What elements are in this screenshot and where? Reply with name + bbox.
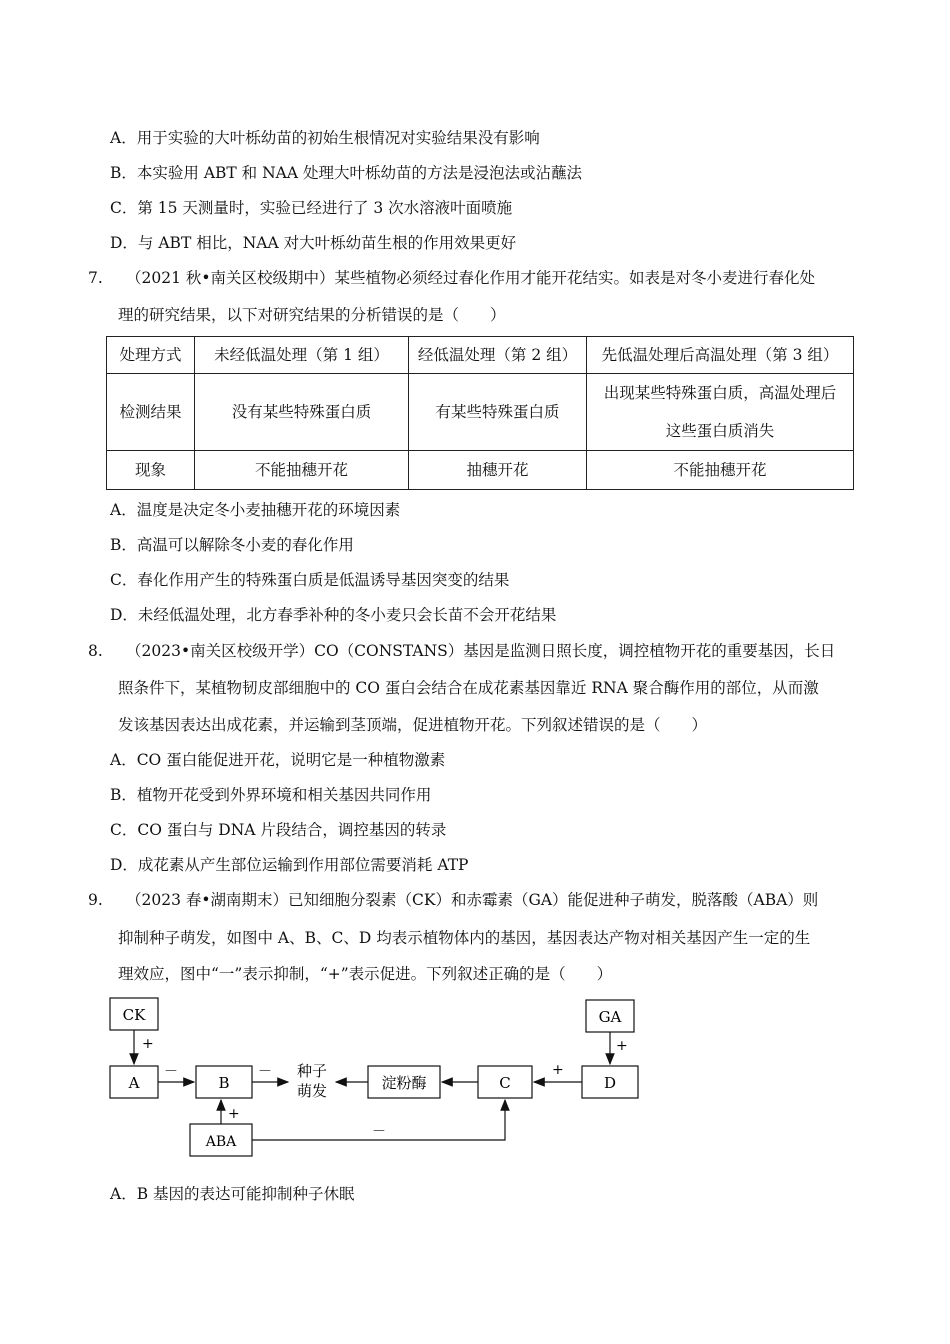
q6-option-a: A．用于实验的大叶栎幼苗的初始生根情况对实验结果没有影响 — [110, 129, 540, 147]
q7-stem-line1: （2021 秋•南关区校级期中）某些植物必须经过春化作用才能开花结实。如表是对冬小麦进行春化处 — [126, 269, 816, 287]
q7-stem-line2: 理的研究结果，以下对研究结果的分析错误的是（ ） — [118, 306, 506, 324]
table-header-cell: 未经低温处理（第 1 组） — [195, 337, 409, 374]
q6-option-d: D．与 ABT 相比，NAA 对大叶栎幼苗生根的作用效果更好 — [110, 234, 517, 252]
a-label: A — [128, 1074, 140, 1092]
q8-number: 8. — [88, 642, 103, 660]
q6-option-b: B．本实验用 ABT 和 NAA 处理大叶栎幼苗的方法是浸泡法或沾蘸法 — [110, 164, 582, 182]
q8-stem-line2: 照条件下，某植物韧皮部细胞中的 CO 蛋白会结合在成花素基因靠近 RNA 聚合酶作用的部位，从而激 — [118, 679, 819, 697]
q9-stem-line3: 理效应，图中“一”表示抑制，“+”表示促进。下列叙述正确的是（ ） — [118, 965, 613, 983]
table-cell: 检测结果 — [107, 374, 195, 451]
q9-stem-line2: 抑制种子萌发，如图中 A、B、C、D 均表示植物体内的基因，基因表达产物对相关基因产生一定的生 — [118, 929, 811, 947]
aba-c-minus: － — [372, 1124, 386, 1140]
q8-option-d: D．成花素从产生部位运输到作用部位需要消耗 ATP — [110, 856, 469, 874]
b-label: B — [218, 1074, 230, 1092]
table-cell-line: 出现某些特殊蛋白质，高温处理后 — [603, 384, 837, 402]
q7-option-c: C．春化作用产生的特殊蛋白质是低温诱导基因突变的结果 — [110, 571, 510, 589]
q8-stem-line1: （2023•南关区校级开学）CO（CONSTANS）基因是监测日照长度，调控植物开花的重要基因，长日 — [126, 642, 836, 660]
table-header-cell: 经低温处理（第 2 组） — [409, 337, 587, 374]
ga-label: GA — [598, 1008, 622, 1026]
b-germ-minus: － — [258, 1064, 272, 1080]
q7-option-d: D．未经低温处理，北方春季补种的冬小麦只会长苗不会开花结果 — [110, 606, 557, 624]
table-cell-line: 这些蛋白质消失 — [665, 422, 775, 440]
q8-option-a: A．CO 蛋白能促进开花，说明它是一种植物激素 — [110, 751, 446, 769]
table-cell — [587, 374, 854, 451]
q8-option-c: C．CO 蛋白与 DNA 片段结合，调控基因的转录 — [110, 821, 447, 839]
table-cell: 不能抽穗开花 — [195, 451, 409, 490]
amylase-label: 淀粉酶 — [381, 1074, 427, 1092]
q7-number: 7. — [88, 269, 103, 287]
table-header-cell: 先低温处理后高温处理（第 3 组） — [587, 337, 854, 374]
q8-option-b: B．植物开花受到外界环境和相关基因共同作用 — [110, 786, 432, 804]
table-header-cell: 处理方式 — [107, 337, 195, 374]
ck-label: CK — [122, 1006, 146, 1024]
q8-stem-line3: 发该基因表达出成花素，并运输到茎顶端，促进植物开花。下列叙述错误的是（ ） — [118, 716, 708, 734]
d-label: D — [603, 1074, 617, 1092]
germination-label-1: 种子 — [296, 1062, 328, 1080]
table-cell: 有某些特殊蛋白质 — [409, 374, 587, 451]
gene-regulation-diagram — [100, 994, 660, 1164]
d-c-plus: + — [552, 1062, 564, 1078]
ga-d-plus: + — [616, 1038, 628, 1054]
table-cell: 抽穗开花 — [409, 451, 587, 490]
q7-option-a: A．温度是决定冬小麦抽穗开花的环境因素 — [110, 501, 401, 519]
q9-stem-line1: （2023 春•湖南期末）已知细胞分裂素（CK）和赤霉素（GA）能促进种子萌发，脱落酸（ABA）则 — [126, 891, 819, 909]
ck-a-plus: + — [142, 1036, 154, 1052]
aba-label: ABA — [205, 1134, 237, 1150]
q9-number: 9. — [88, 891, 103, 909]
table-cell: 现象 — [107, 451, 195, 490]
table-cell: 不能抽穗开花 — [587, 451, 854, 490]
q7-table — [106, 336, 854, 490]
c-label: C — [499, 1074, 511, 1092]
q7-option-b: B．高温可以解除冬小麦的春化作用 — [110, 536, 354, 554]
q9-option-a: A．B 基因的表达可能抑制种子休眠 — [110, 1185, 355, 1203]
aba-b-plus: + — [228, 1106, 240, 1122]
germination-label-2: 萌发 — [296, 1082, 328, 1100]
q6-option-c: C．第 15 天测量时，实验已经进行了 3 次水溶液叶面喷施 — [110, 199, 513, 217]
a-b-minus: － — [164, 1064, 178, 1080]
table-cell: 没有某些特殊蛋白质 — [195, 374, 409, 451]
